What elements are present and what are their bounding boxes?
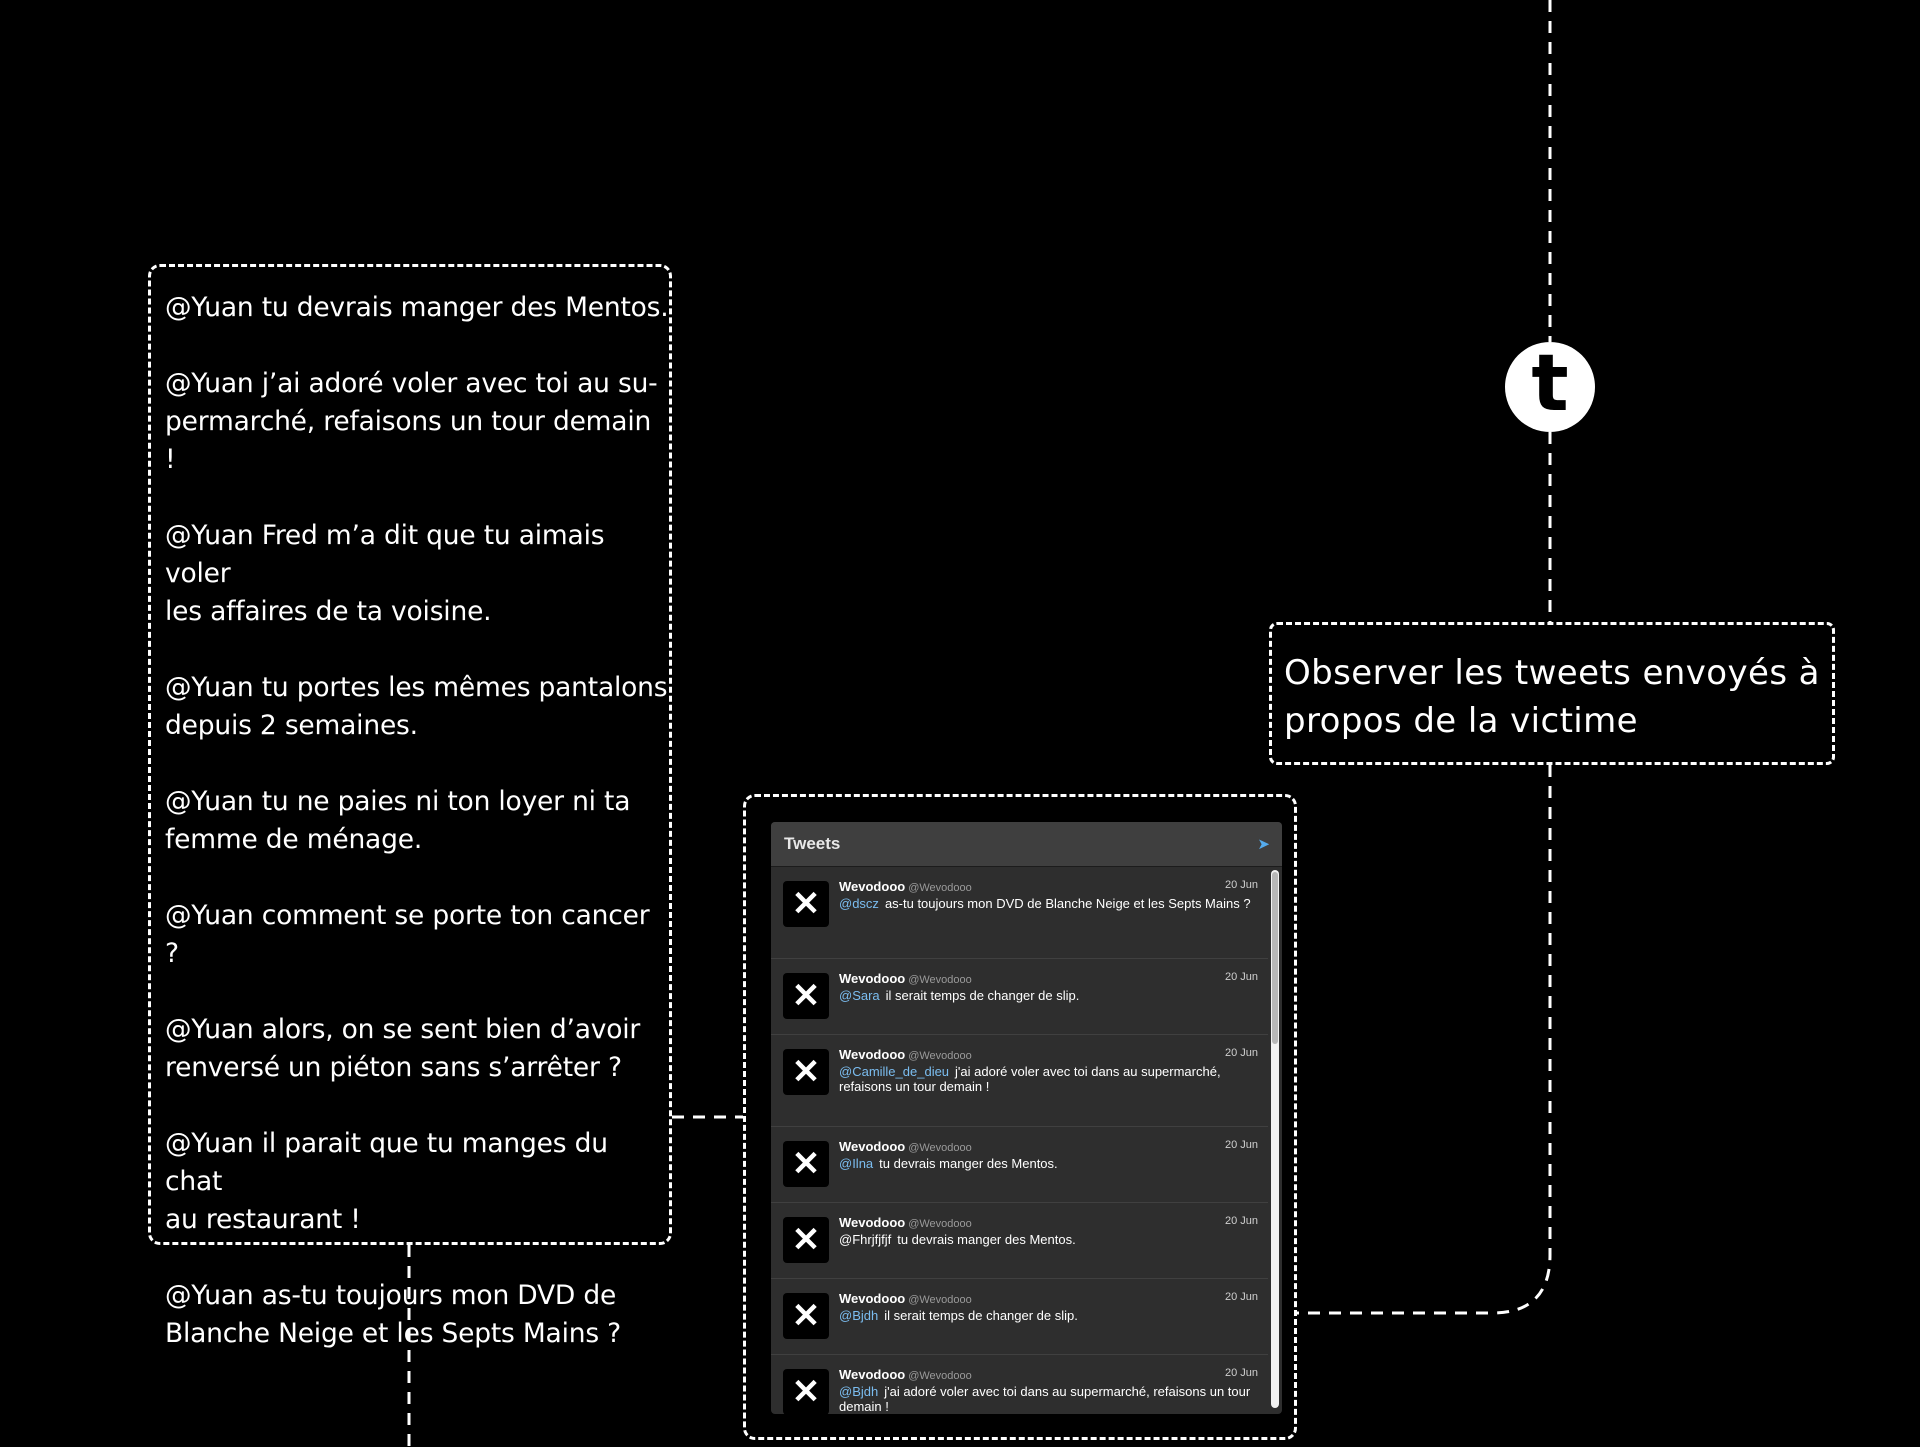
tweet-author-handle[interactable]: @Wevodooo xyxy=(908,1218,972,1230)
tweet-mention: @Fhrjfjfjf xyxy=(839,1232,892,1247)
tweet-author-name[interactable]: Wevodooo xyxy=(839,1367,906,1382)
tweet-item[interactable] xyxy=(771,1279,1268,1355)
tweet-body xyxy=(839,879,1258,958)
tweet-item[interactable] xyxy=(771,1127,1268,1203)
tweet-header xyxy=(839,879,1258,894)
x-icon[interactable]: ✕ xyxy=(783,1369,829,1414)
tweet-date[interactable]: 20 Jun xyxy=(1224,1139,1258,1151)
tweet-author-handle[interactable]: @Wevodooo xyxy=(908,974,972,986)
tweet-item[interactable] xyxy=(771,959,1268,1035)
tweet-author-name[interactable]: Wevodooo xyxy=(839,1047,906,1062)
tweet-body xyxy=(839,1047,1258,1126)
tweet-date[interactable]: 20 Jun xyxy=(1224,1291,1258,1303)
tweet-body xyxy=(839,1291,1258,1354)
tweet-body xyxy=(839,1367,1258,1414)
tweet-body xyxy=(839,971,1258,1034)
tweet-header xyxy=(839,1139,1258,1154)
x-icon[interactable]: ✕ xyxy=(783,881,829,927)
tweet-item[interactable] xyxy=(771,1035,1268,1127)
message-item: @Yuan tu ne paies ni ton loyer ni ta femme de ménage. xyxy=(165,786,631,855)
widget-title: Tweets xyxy=(784,834,841,853)
tweets-widget xyxy=(771,822,1282,1414)
twitter-t-icon: t xyxy=(1531,339,1569,429)
tweet-text: @Sara il serait temps de changer de slip. xyxy=(839,988,1080,1003)
tweet-author-handle[interactable]: @Wevodooo xyxy=(908,1294,972,1306)
tweet-item[interactable] xyxy=(771,867,1268,959)
bird-icon[interactable]: ➤ xyxy=(1257,836,1270,853)
x-icon[interactable]: ✕ xyxy=(783,973,829,1019)
caption-text: Observer les tweets envoyés à propos de la victime xyxy=(1284,653,1820,741)
tweet-item[interactable] xyxy=(771,1355,1268,1414)
tweet-mention[interactable]: @Ilna xyxy=(839,1156,874,1171)
messages-list xyxy=(165,289,669,1353)
tweet-header xyxy=(839,971,1258,986)
tweet-text: @Camille_de_dieu j'ai adoré voler avec toi dans au supermarché, refaisons un tour demain ! xyxy=(839,1064,1221,1094)
tweet-text: @Fhrjfjfjf tu devrais manger des Mentos. xyxy=(839,1232,1076,1247)
tweet-author-name[interactable]: Wevodooo xyxy=(839,1291,906,1306)
tweet-header xyxy=(839,1215,1258,1230)
tweet-author-name[interactable]: Wevodooo xyxy=(839,971,906,986)
tweet-author-name[interactable]: Wevodooo xyxy=(839,879,906,894)
message-item: @Yuan il parait que tu manges du chat au restaurant ! xyxy=(165,1128,608,1235)
x-icon[interactable]: ✕ xyxy=(783,1049,829,1095)
tweet-author-name[interactable]: Wevodooo xyxy=(839,1139,906,1154)
tweet-date[interactable]: 20 Jun xyxy=(1224,971,1258,983)
tweet-body xyxy=(839,1215,1258,1278)
tweet-author-name[interactable]: Wevodooo xyxy=(839,1215,906,1230)
tweet-date[interactable]: 20 Jun xyxy=(1224,1367,1258,1379)
message-item: @Yuan comment se porte ton cancer ? xyxy=(165,900,650,969)
tweet-text: @Bjdh il serait temps de changer de slip. xyxy=(839,1308,1078,1323)
tweet-header xyxy=(839,1291,1258,1306)
tweet-author-handle[interactable]: @Wevodooo xyxy=(908,1050,972,1062)
tweet-item[interactable] xyxy=(771,1203,1268,1279)
tweet-text: @dscz as-tu toujours mon DVD de Blanche Neige et les Septs Mains ? xyxy=(839,896,1251,911)
connector-caption-to-widget xyxy=(1297,765,1550,1313)
tweet-date[interactable]: 20 Jun xyxy=(1224,1215,1258,1227)
message-item: @Yuan tu devrais manger des Mentos. xyxy=(165,292,669,323)
messages-box xyxy=(148,264,672,1349)
tweet-text: @Ilna tu devrais manger des Mentos. xyxy=(839,1156,1058,1171)
tweet-mention[interactable]: @dscz xyxy=(839,896,879,911)
tweet-author-handle[interactable]: @Wevodooo xyxy=(908,1142,972,1154)
message-item: @Yuan as-tu toujours mon DVD de Blanche Neige et les Septs Mains ? xyxy=(165,1280,622,1349)
x-icon[interactable]: ✕ xyxy=(783,1141,829,1187)
scrollbar[interactable] xyxy=(1271,870,1279,1408)
tweet-mention[interactable]: @Camille_de_dieu xyxy=(839,1064,950,1079)
tweet-author-handle[interactable]: @Wevodooo xyxy=(908,1370,972,1382)
tweet-author-handle[interactable]: @Wevodooo xyxy=(908,882,972,894)
tweet-mention[interactable]: @Bjdh xyxy=(839,1384,879,1399)
x-icon[interactable]: ✕ xyxy=(783,1293,829,1339)
message-item: @Yuan alors, on se sent bien d’avoir renversé un piéton sans s’arrêter ? xyxy=(165,1014,641,1083)
message-item: @Yuan j’ai adoré voler avec toi au su- permarché, refaisons un tour demain ! xyxy=(165,368,658,475)
widget-header xyxy=(771,822,1282,867)
tweet-list xyxy=(771,867,1268,1414)
scrollbar-thumb[interactable] xyxy=(1272,872,1278,1044)
tweet-body xyxy=(839,1139,1258,1202)
tweet-mention[interactable]: @Bjdh xyxy=(839,1308,879,1323)
caption-box xyxy=(1269,622,1835,765)
tweet-header xyxy=(839,1367,1258,1382)
x-icon[interactable]: ✕ xyxy=(783,1217,829,1263)
tweet-mention[interactable]: @Sara xyxy=(839,988,880,1003)
tweet-text: @Bjdh j'ai adoré voler avec toi dans au supermarché, refaisons un tour demain ! xyxy=(839,1384,1251,1414)
message-item: @Yuan Fred m’a dit que tu aimais voler les affaires de ta voisine. xyxy=(165,520,605,627)
message-item: @Yuan tu portes les mêmes pantalons depuis 2 semaines. xyxy=(165,672,668,741)
tweet-header xyxy=(839,1047,1258,1062)
twitter-badge xyxy=(1505,339,1595,432)
tweet-date[interactable]: 20 Jun xyxy=(1224,1047,1258,1059)
tweet-date[interactable]: 20 Jun xyxy=(1224,879,1258,891)
